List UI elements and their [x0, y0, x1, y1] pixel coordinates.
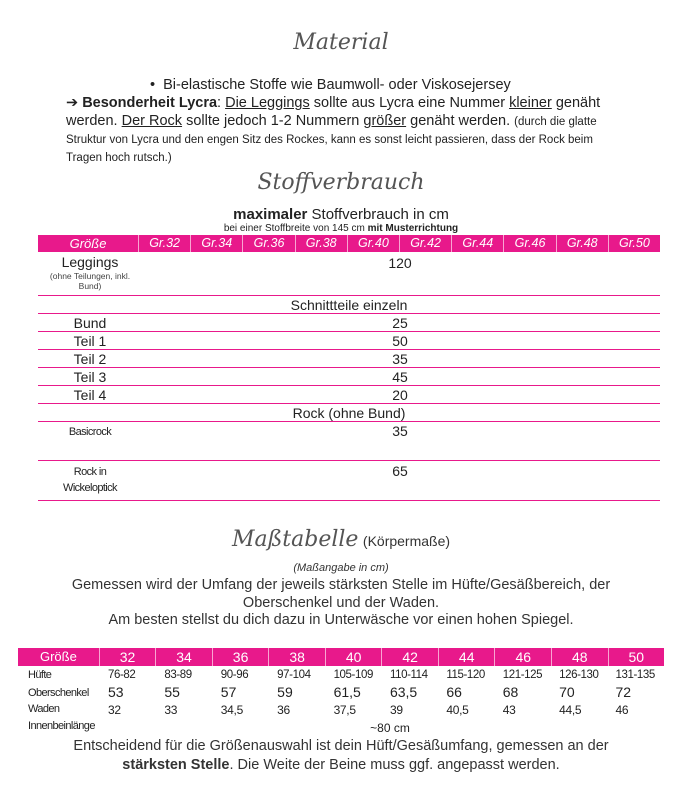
- row-label: Waden: [28, 703, 60, 715]
- part-label: Teil 2: [73, 351, 107, 367]
- cell: 59: [277, 684, 293, 700]
- size-col: Gr.40: [347, 235, 399, 252]
- consumption-heading: [0, 206, 682, 223]
- size-col: 48: [551, 648, 608, 666]
- size-col: 36: [212, 648, 269, 666]
- measures-text: [40, 577, 642, 630]
- leggings-note: (ohne Teilungen, inkl. Bund): [49, 271, 131, 291]
- part-label: Bund: [73, 315, 107, 331]
- row-divider: [38, 349, 660, 350]
- row-waden: [18, 703, 664, 717]
- size-col: 42: [381, 648, 438, 666]
- size-label: Größe: [69, 236, 107, 251]
- cell: 46: [615, 703, 629, 717]
- cell: 43: [502, 703, 516, 717]
- cell: 90-96: [220, 669, 249, 681]
- part-value: 35: [392, 351, 408, 367]
- wickel-label-1: Rock in: [73, 466, 107, 478]
- cell: 97-104: [277, 669, 311, 681]
- size-col: Gr.48: [556, 235, 608, 252]
- final-text-2: . Die Weite der Beine muss ggf. angepasst werden.: [229, 757, 560, 773]
- part-label: Teil 4: [73, 387, 107, 403]
- measures-title: [0, 527, 682, 552]
- size-col: 46: [494, 648, 551, 666]
- lycra-t2: genäht werden.: [66, 95, 601, 129]
- final-text: Entscheidend für die Größenauswahl ist dein Hüft/Gesäßumfang, gemessen an der: [73, 738, 609, 754]
- row-divider: [38, 313, 660, 314]
- basicrock-value: 35: [392, 423, 408, 439]
- size-col: Gr.50: [608, 235, 660, 252]
- consumption-size-header: [38, 235, 660, 252]
- cell: 36: [277, 703, 290, 717]
- innenbein-value: ~80 cm: [370, 721, 410, 735]
- innenbein-label: Innenbeinlänge: [28, 720, 95, 732]
- measures-title-note: (Körpermaße): [362, 533, 451, 549]
- size-col: 44: [438, 648, 495, 666]
- cell: 72: [615, 684, 632, 700]
- row-divider: [38, 367, 660, 368]
- section-skirt: Rock (ohne Bund): [292, 405, 406, 421]
- row-divider: [38, 385, 660, 386]
- size-col: 38: [268, 648, 325, 666]
- lycra-colon: :: [217, 95, 222, 111]
- lycra-bold: Besonderheit Lycra: [82, 95, 218, 111]
- row-label: Oberschenkel: [28, 687, 89, 699]
- part-label: Teil 1: [73, 333, 107, 349]
- cell: 105-109: [333, 669, 373, 681]
- cell: 131-135: [615, 669, 655, 681]
- measures-title-text: Maßtabelle: [231, 527, 359, 552]
- row-oberschenkel: [18, 684, 664, 700]
- size-col: 50: [608, 648, 665, 666]
- part-value: 20: [392, 387, 408, 403]
- cell: 32: [108, 703, 121, 717]
- final-bold: stärksten Stelle: [122, 757, 230, 773]
- lycra-kleiner: kleiner: [509, 95, 552, 111]
- lycra-t4: genäht werden.: [406, 113, 515, 129]
- size-col: Gr.32: [138, 235, 190, 252]
- cell: 57: [220, 684, 237, 700]
- part-value: 50: [392, 333, 408, 349]
- row-divider: [38, 460, 660, 461]
- cell: 39: [389, 703, 403, 717]
- part-label: Teil 3: [73, 369, 107, 385]
- leggings-value: 120: [388, 255, 412, 271]
- size-col: 32: [99, 648, 156, 666]
- consumption-sub-bold: mit Musterrichtung: [367, 223, 459, 234]
- lycra-t1: sollte aus Lycra eine Nummer: [309, 95, 510, 111]
- measures-size-header: [18, 648, 664, 666]
- cell: 115-120: [446, 669, 485, 681]
- cell: 70: [559, 684, 575, 700]
- size-col: 40: [325, 648, 382, 666]
- bullet-mark: •: [150, 77, 156, 93]
- cell: 66: [446, 684, 462, 700]
- cell: 53: [108, 684, 124, 700]
- consumption-sub: [0, 223, 682, 234]
- size-col: Gr.38: [295, 235, 347, 252]
- consumption-heading-rest: Stoffverbrauch in cm: [307, 206, 449, 223]
- section-parts: Schnittteile einzeln: [290, 297, 408, 313]
- size-col: Gr.46: [503, 235, 555, 252]
- lycra-groesser: größer: [363, 113, 407, 129]
- cell: 83-89: [164, 669, 192, 681]
- wickel-value: 65: [392, 463, 408, 479]
- row-divider: [38, 295, 660, 296]
- row-divider: [38, 403, 660, 404]
- cell: 126-130: [559, 669, 599, 681]
- cell: 40,5: [446, 703, 469, 717]
- consumption-heading-bold: maximaler: [233, 206, 308, 223]
- wickel-label-2: Wickeloptick: [63, 482, 117, 494]
- size-col: Gr.36: [242, 235, 294, 252]
- size-col: Gr.42: [399, 235, 451, 252]
- cell: 44,5: [559, 703, 582, 717]
- cell: 121-125: [502, 669, 543, 681]
- part-value: 45: [392, 369, 408, 385]
- size-col: Gr.34: [190, 235, 242, 252]
- lycra-note: [66, 94, 626, 166]
- arrow-icon: ➔: [66, 95, 79, 111]
- measures-text-1: Gemessen wird der Umfang der jeweils stärksten Stelle im Hüfte/Gesäßbereich, der Oberschenkel und der Waden.: [71, 577, 611, 611]
- leggings-label: Leggings: [61, 254, 119, 270]
- row-divider: [38, 500, 660, 501]
- lycra-small: (durch die glatte Struktur von Lycra und den engen Sitz des Rockes, kann es sonst leicht passieren, dass der Rock beim Tragen hoch rutsch.): [66, 116, 597, 164]
- size-col: 34: [155, 648, 212, 666]
- cell: 61,5: [333, 684, 361, 700]
- consumption-sub-text: bei einer Stoffbreite von 145 cm: [223, 223, 368, 234]
- material-title: Material: [293, 30, 389, 55]
- basicrock-label: Basicrock: [68, 426, 112, 438]
- part-value: 25: [392, 315, 408, 331]
- cell: 34,5: [220, 703, 243, 717]
- size-label: Größe: [39, 649, 77, 664]
- measures-sub: (Maßangabe in cm): [293, 562, 389, 574]
- final-note: [40, 737, 642, 775]
- lycra-t3: sollte jedoch 1-2 Nummern: [182, 113, 364, 129]
- lycra-leggings: Die Leggings: [225, 95, 310, 111]
- row-huefte: [18, 669, 664, 681]
- row-divider: [38, 421, 660, 422]
- cell: 33: [164, 703, 178, 717]
- cell: 55: [164, 684, 180, 700]
- cell: 37,5: [333, 703, 356, 717]
- cell: 68: [502, 684, 519, 700]
- lycra-rock: Der Rock: [121, 113, 183, 129]
- bullet-text: Bi-elastische Stoffe wie Baumwoll- oder Viskosejersey: [163, 77, 511, 93]
- cell: 63,5: [389, 684, 418, 700]
- consumption-title: Stoffverbrauch: [257, 170, 425, 195]
- row-label: Hüfte: [28, 669, 52, 681]
- size-col: Gr.44: [451, 235, 503, 252]
- measures-text-2: Am besten stellst du dich dazu in Unterwäsche vor einen hohen Spiegel.: [108, 612, 574, 628]
- cell: 76-82: [108, 669, 136, 681]
- row-divider: [38, 331, 660, 332]
- cell: 110-114: [389, 669, 428, 681]
- material-bullet: [150, 77, 570, 93]
